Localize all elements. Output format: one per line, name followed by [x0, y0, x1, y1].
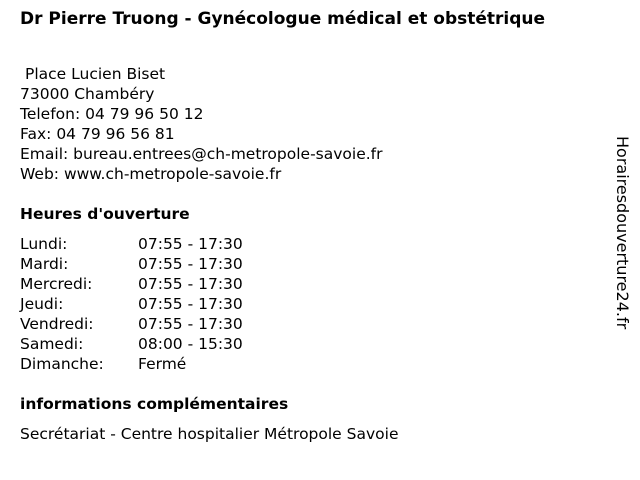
phone-number: Telefon: 04 79 96 50 12	[20, 105, 204, 123]
time-range: Fermé	[138, 355, 187, 373]
fax-number: Fax: 04 79 96 56 81	[20, 125, 175, 143]
time-range: 08:00 - 15:30	[138, 335, 243, 353]
page-title: Dr Pierre Truong - Gynécologue médical et obstétrique	[20, 9, 546, 29]
hours-row-tuesday	[20, 254, 243, 274]
hours-row-thursday	[20, 294, 243, 314]
time-range: 07:55 - 17:30	[138, 235, 243, 253]
opening-hours-table	[20, 234, 243, 374]
opening-hours-heading: Heures d'ouverture	[20, 205, 190, 223]
hours-row-saturday	[20, 334, 243, 354]
hours-row-friday	[20, 314, 243, 334]
hours-row-wednesday	[20, 274, 243, 294]
city-address: 73000 Chambéry	[20, 85, 155, 103]
email-address: Email: bureau.entrees@ch-metropole-savoie.fr	[20, 145, 383, 163]
hours-row-monday	[20, 234, 243, 254]
time-range: 07:55 - 17:30	[138, 275, 243, 293]
day-label: Lundi:	[20, 235, 68, 253]
additional-info-heading: informations complémentaires	[20, 395, 289, 413]
day-label: Samedi:	[20, 335, 84, 353]
day-label: Mardi:	[20, 255, 69, 273]
address-block	[20, 64, 383, 184]
day-label: Vendredi:	[20, 315, 94, 333]
day-label: Jeudi:	[20, 295, 64, 313]
hours-row-sunday	[20, 354, 243, 374]
time-range: 07:55 - 17:30	[138, 295, 243, 313]
time-range: 07:55 - 17:30	[138, 315, 243, 333]
additional-info-text: Secrétariat - Centre hospitalier Métropole Savoie	[20, 425, 399, 443]
day-label: Dimanche:	[20, 355, 104, 373]
time-range: 07:55 - 17:30	[138, 255, 243, 273]
day-label: Mercredi:	[20, 275, 93, 293]
street-address: Place Lucien Biset	[25, 65, 166, 83]
website-address: Web: www.ch-metropole-savoie.fr	[20, 165, 282, 183]
site-watermark: Horairesdouverture24.fr	[613, 136, 632, 330]
